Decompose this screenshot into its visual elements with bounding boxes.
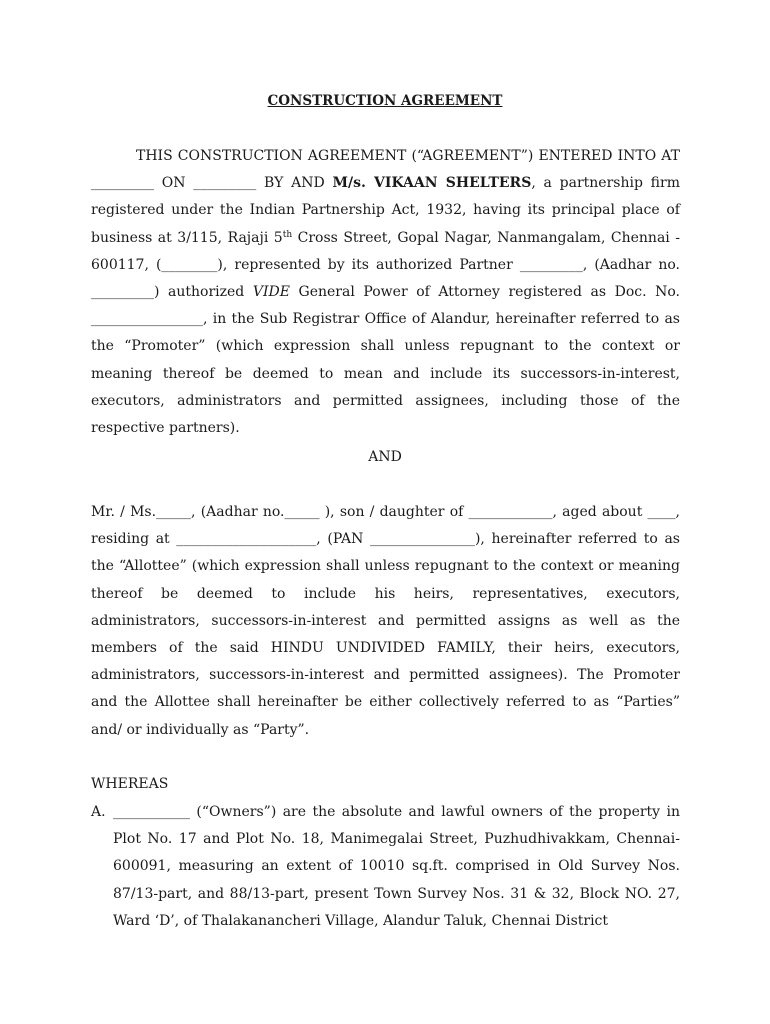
and-separator: AND <box>368 449 402 465</box>
allottee-paragraph: Mr. / Ms._____, (Aadhar no._____ ), son / daughter of ____________, aged about ____, residing at ____________________, (PAN _______________), hereinafter referred to as the “Allottee” (which expression shall unless repugnant to the context or meaning thereof be deemed to include his heirs, representatives, executors, administrators, successors-in-interest and permitted assigns as well as the members of the said HINDU UNDIVIDED FAMILY, their heirs, executors, administrators, successors-in-interest and permitted assignees). The Promoter and the Allottee shall hereinafter be either collectively referred to as “Parties” and/ or individually as “Party”. <box>91 504 680 738</box>
para1-part2: , a partnership firm registered under the Indian Partnership Act, 1932, having its principal place of business at 3/115, Rajaji 5 <box>91 175 680 246</box>
recital-clause-a <box>91 799 680 935</box>
para1-intro: THIS CONSTRUCTION AGREEMENT (“AGREEMENT”) ENTERED INTO AT _________ ON _________ BY AND <box>91 148 680 192</box>
para1-part3: Cross Street, Gopal Nagar, Nanmangalam, Chennai - 600117, (________), represented by its authorized Partner _________, (Aadhar no. _________) authorized <box>91 229 680 301</box>
firm-name: M/s. VIKAAN SHELTERS <box>332 175 532 192</box>
whereas-heading: WHEREAS <box>91 776 169 792</box>
promoter-paragraph <box>91 143 680 442</box>
ordinal-suffix: th <box>282 229 293 240</box>
para1-part4: General Power of Attorney registered as Doc. No. ________________, in the Sub Registrar Office of Alandur, hereinafter referred to as the “Promoter” (which expression shall unless repugnant to the context or meaning thereof be deemed to mean and include its successors-in-interest, executors, administrators and permitted assignees, including those of the respective partners). <box>91 284 681 437</box>
clause-letter: A. <box>91 804 106 820</box>
vide-text: VIDE <box>252 284 290 301</box>
document-title: CONSTRUCTION AGREEMENT <box>267 93 503 109</box>
clause-text: ___________ (“Owners”) are the absolute and lawful owners of the property in Plot No. 17 and Plot No. 18, Manimegalai Street, Puzhudhivakkam, Chennai-600091, measuring an extent of 10010 sq.ft. comprised in Old Survey Nos. 87/13-part, and 88/13-part, present Town Survey Nos. 31 & 32, Block NO. 27, Ward ‘D’, of Thalakanancheri Village, Alandur Taluk, Chennai District <box>113 804 680 929</box>
